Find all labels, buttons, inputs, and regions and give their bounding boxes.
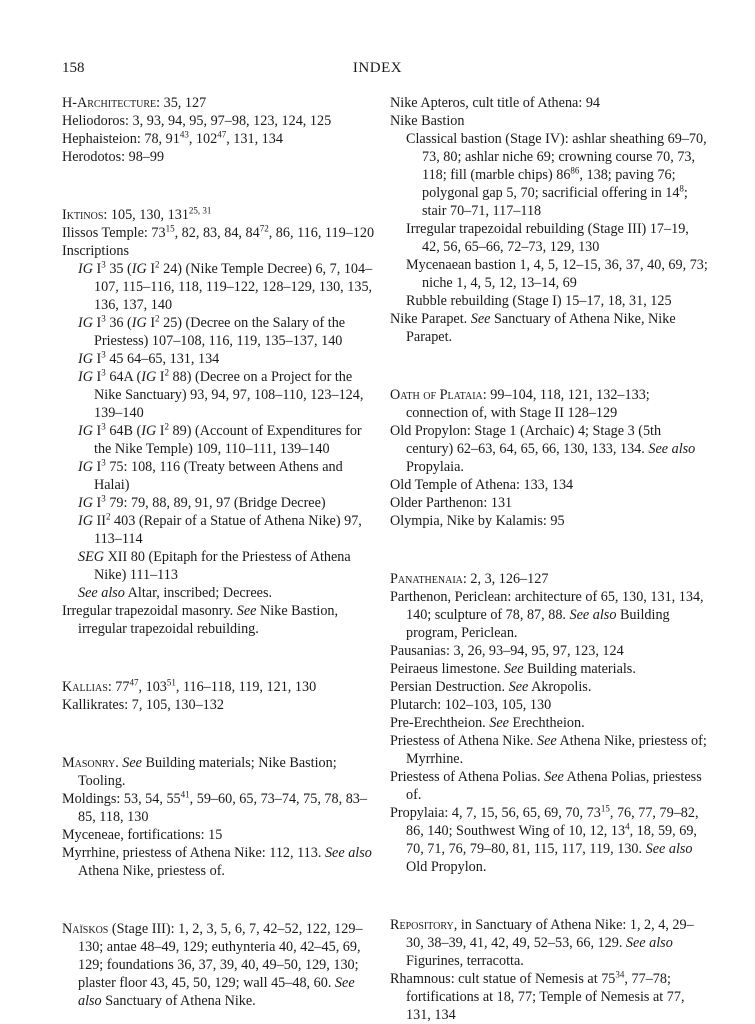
index-entry: Priestess of Athena Nike. See Athena Nike, priestess of; Myrrhine. [390,733,707,767]
index-subentry: IG $I^3$ 64B (IG $I^2$ 89) (Account of Expenditures for the Nike Temple) 109, 110–111, 139–140 [78,421,362,457]
index-subentry: SEG XII 80 (Epitaph for the Priestess of Athena Nike) 111–113 [78,549,351,583]
section-gap [390,876,708,916]
page-number: 158 [62,60,85,76]
section-gap [390,530,708,570]
index-entry: Hephaisteion: 78, $91^{43}$, $102^{47}$, 131, 134 [62,129,283,147]
index-column-right [390,94,708,1024]
index-entry: Inscriptions [62,243,129,259]
index-entry: Repository, in Sanctuary of Athena Nike: 1, 2, 4, 29–30, 38–39, 41, 42, 49, 52–53, 66, 129. See also Figurines, terracotta. [390,917,694,969]
index-column-left [62,94,380,1010]
index-entry: Persian Destruction. See Akropolis. [390,679,592,695]
index-entry: Kallias: $77^{47}$, $103^{51}$, 116–118, 119, 121, 130 [62,677,317,695]
index-entry: Heliodoros: 3, 93, 94, 95, 97–98, 123, 124, 125 [62,113,332,129]
index-entry: Kallikrates: 7, 105, 130–132 [62,697,224,713]
index-entry: Olympia, Nike by Kalamis: 95 [390,513,565,529]
index-entry: Masonry. See Building materials; Nike Bastion; Tooling. [62,755,337,789]
index-subentry: Rubble rebuilding (Stage I) 15–17, 18, 31, 125 [406,293,672,309]
index-entry: Pausanias: 3, 26, 93–94, 95, 97, 123, 124 [390,643,624,659]
index-entry: Nike Parapet. See Sanctuary of Athena Nike, Nike Parapet. [390,311,676,345]
index-entry: Nike Apteros, cult title of Athena: 94 [390,95,601,111]
index-entry: Nike Bastion [390,113,465,129]
index-subentry: IG $I^3$ 36 (IG $I^2$ 25) (Decree on the Salary of the Priestess) 107–108, 116, 119, 135–137, 140 [78,313,346,349]
index-subentry: IG $I^3$ 45 64–65, 131, 134 [78,349,220,367]
index-entry: Naïskos (Stage III): 1, 2, 3, 5, 6, 7, 42–52, 122, 129–130; antae 48–49, 129; euthynteria 40, 42–45, 69, 129; foundations 36, 37, 39, 40, 49–50, 129, 130; plaster floor 43, 45, 50, 129; wall 45–48, 60. See also Sanctuary of Athena Nike. [62,921,363,1009]
index-subentry: See also Altar, inscribed; Decrees. [78,585,273,601]
section-gap [62,166,380,206]
index-subentry: Irregular trapezoidal rebuilding (Stage III) 17–19, 42, 56, 65–66, 72–73, 129, 130 [406,221,689,255]
index-subentry: Classical bastion (Stage IV): ashlar sheathing 69–70, 73, 80; ashlar niche 69; crowning course 70, 73, 118; fill (marble chips) $86^{86}$, 138; paving 76; polygonal gap 5, 70; sacrificial offering in $14^8$; stair 70–71, 117–118 [406,131,707,219]
section-gap [62,714,380,754]
index-entry: Rhamnous: cult statue of Nemesis at $75^{34}$, 77–78; fortifications at 18, 77; Temple of Nemesis at 77, 131, 134 [390,969,685,1023]
index-entry: Myrrhine, priestess of Athena Nike: 112, 113. See also Athena Nike, priestess of. [62,845,372,879]
index-entry: Priestess of Athena Polias. See Athena Polias, priestess of. [390,769,702,803]
running-title: INDEX [352,60,403,76]
index-subentry: IG $I^3$ 35 (IG $I^2$ 24) (Nike Temple Decree) 6, 7, 104–107, 115–116, 118, 119–122, 128–129, 130, 135, 136, 137, 140 [78,259,373,313]
section-gap [62,638,380,678]
index-entry: Peiraeus limestone. See Building materials. [390,661,636,677]
index-entry: Older Parthenon: 131 [390,495,513,511]
index-entry: Old Temple of Athena: 133, 134 [390,477,574,493]
index-entry: H-Architecture: 35, 127 [62,95,207,111]
index-entry: Myceneae, fortifications: 15 [62,827,223,843]
index-entry: Pre-Erechtheion. See Erechtheion. [390,715,585,731]
index-entry: Iktinos: 105, 130, 131$^{25, 31}$ [62,205,212,223]
index-entry: Herodotos: 98–99 [62,149,165,165]
index-entry: Ilissos Temple: $73^{15}$, 82, 83, 84, $84^{72}$, 86, 116, 119–120 [62,223,375,241]
index-subentry: Mycenaean bastion 1, 4, 5, 12–15, 36, 37, 40, 69, 73; niche 1, 4, 5, 12, 13–14, 69 [406,257,708,291]
index-subentry: IG $I^3$ 64A (IG $I^2$ 88) (Decree on a Project for the Nike Sanctuary) 93, 94, 97, 108–110, 123–124, 139–140 [78,367,364,421]
index-entry: Panathenaia: 2, 3, 126–127 [390,571,549,587]
index-entry: Moldings: 53, 54, $55^{41}$, 59–60, 65, 73–74, 75, 78, 83–85, 118, 130 [62,789,367,825]
index-entry: Plutarch: 102–103, 105, 130 [390,697,552,713]
index-entry: Irregular trapezoidal masonry. See Nike Bastion, irregular trapezoidal rebuilding. [62,603,339,637]
section-gap [62,880,380,920]
index-entry: Propylaia: 4, 7, 15, 56, 65, 69, 70, $73^{15}$, 76, 77, 79–82, 86, 140; Southwest Wing of 10, 12, $13^4$, 18, 59, 69, 70, 71, 76, 79–80, 81, 115, 117, 119, 130. See also Old Propylon. [390,803,699,875]
index-subentry: IG $I^3$ 79: 79, 88, 89, 91, 97 (Bridge Decree) [78,493,326,511]
index-entry: Old Propylon: Stage 1 (Archaic) 4; Stage 3 (5th century) 62–63, 64, 65, 66, 130, 133, 134. See also Propylaia. [390,423,696,475]
index-subentry: IG $II^2$ 403 (Repair of a Statue of Athena Nike) 97, 113–114 [78,511,362,547]
page-header [62,60,693,80]
section-gap [390,346,708,386]
index-subentry: IG $I^3$ 75: 108, 116 (Treaty between Athens and Halai) [78,457,343,493]
index-entry: Oath of Plataia: 99–104, 118, 121, 132–133; connection of, with Stage II 128–129 [390,387,650,421]
index-entry: Parthenon, Periclean: architecture of 65, 130, 131, 134, 140; sculpture of 78, 87, 88. See also Building program, Periclean. [390,589,704,641]
